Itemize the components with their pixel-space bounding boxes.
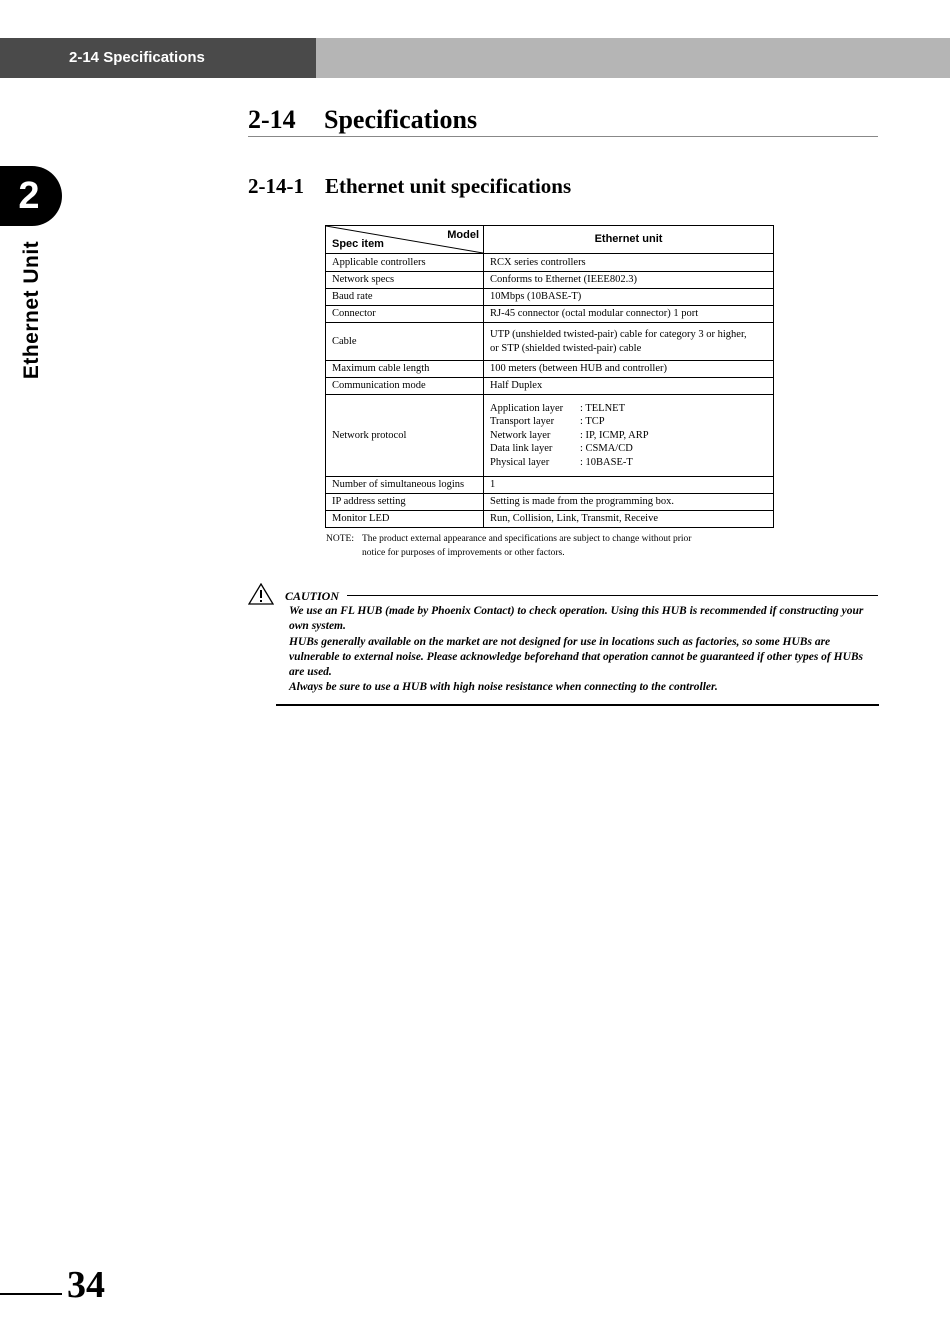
spec-item: Number of simultaneous logins <box>326 477 484 494</box>
section-heading <box>248 105 878 137</box>
note-label: NOTE: <box>326 534 354 544</box>
chapter-side-label: Ethernet Unit <box>20 240 43 380</box>
spec-value: 100 meters (between HUB and controller) <box>484 361 774 378</box>
spec-item-label: Spec item <box>332 237 384 250</box>
header-bar <box>0 38 950 78</box>
table-row <box>326 494 774 511</box>
spec-value: Run, Collision, Link, Transmit, Receive <box>484 511 774 528</box>
column-header-ethernet-unit: Ethernet unit <box>484 226 774 254</box>
spec-item: Communication mode <box>326 378 484 395</box>
table-row <box>326 323 774 361</box>
spec-value: Half Duplex <box>484 378 774 395</box>
caution-paragraph: HUBs generally available on the market are not designed for use in locations such as factories, so some HUBs are vulnerable to external noise. Please acknowledge beforehand that operation cannot be guaranteed if other types of HUBs are used. <box>289 635 864 679</box>
spec-value: RCX series controllers <box>484 254 774 272</box>
spec-value: Setting is made from the programming box. <box>484 494 774 511</box>
caution-divider <box>347 595 878 596</box>
table-row <box>326 378 774 395</box>
spec-item: Maximum cable length <box>326 361 484 378</box>
note-line-2: notice for purposes of improvements or other factors. <box>362 548 565 558</box>
caution-bottom-rule <box>276 704 879 706</box>
spec-item: Network specs <box>326 272 484 289</box>
page-number-rule <box>0 1293 62 1295</box>
subsection-heading <box>248 174 571 199</box>
spec-value: Conforms to Ethernet (IEEE802.3) <box>484 272 774 289</box>
table-row <box>326 395 774 477</box>
cable-line-1: UTP (unshielded twisted-pair) cable for category 3 or higher, <box>490 329 747 340</box>
caution-paragraph: We use an FL HUB (made by Phoenix Contact) to check operation. Using this HUB is recommended if constructing your own system. <box>289 605 864 633</box>
table-row <box>326 306 774 323</box>
spec-item: Baud rate <box>326 289 484 306</box>
spec-value <box>484 323 774 361</box>
protocol-layer: Network layer : IP, ICMP, ARP <box>490 429 649 441</box>
cable-line-2: or STP (shielded twisted-pair) cable <box>490 342 642 354</box>
protocol-layer: Physical layer : 10BASE-T <box>490 456 633 468</box>
caution-body <box>289 604 879 696</box>
table-row <box>326 511 774 528</box>
chapter-number-tab: 2 <box>0 166 62 226</box>
table-row <box>326 361 774 378</box>
subsection-title: Ethernet unit specifications <box>325 174 572 198</box>
table-header-row <box>326 226 774 254</box>
table-row <box>326 289 774 306</box>
protocol-layer: Transport layer : TCP <box>490 416 605 428</box>
model-label: Model <box>447 229 479 241</box>
note-line-1: The product external appearance and specifications are subject to change without prior <box>362 534 692 544</box>
section-title: Specifications <box>324 105 478 134</box>
spec-item: Monitor LED <box>326 511 484 528</box>
spec-item: Cable <box>326 323 484 361</box>
warning-triangle-icon <box>248 583 274 605</box>
spec-item: Connector <box>326 306 484 323</box>
caution-paragraph: Always be sure to use a HUB with high noise resistance when connecting to the controller. <box>289 681 718 694</box>
spec-table <box>325 225 774 528</box>
caution-title: CAUTION <box>285 589 340 603</box>
spec-value <box>484 395 774 477</box>
protocol-layer: Application layer : TELNET <box>490 402 626 414</box>
protocol-layer: Data link layer : CSMA/CD <box>490 443 633 455</box>
section-number: 2-14 <box>248 105 296 134</box>
spec-item: Applicable controllers <box>326 254 484 272</box>
table-row <box>326 272 774 289</box>
table-note <box>326 532 756 560</box>
table-row <box>326 254 774 272</box>
spec-item: IP address setting <box>326 494 484 511</box>
spec-item: Network protocol <box>326 395 484 477</box>
table-row <box>326 477 774 494</box>
spec-value: 10Mbps (10BASE-T) <box>484 289 774 306</box>
table-corner-header <box>326 226 484 254</box>
spec-value: RJ-45 connector (octal modular connector) 1 port <box>484 306 774 323</box>
subsection-number: 2-14-1 <box>248 174 304 198</box>
spec-value: 1 <box>484 477 774 494</box>
header-section-title: 2-14 Specifications <box>0 38 316 78</box>
page-number: 34 <box>67 1264 105 1306</box>
